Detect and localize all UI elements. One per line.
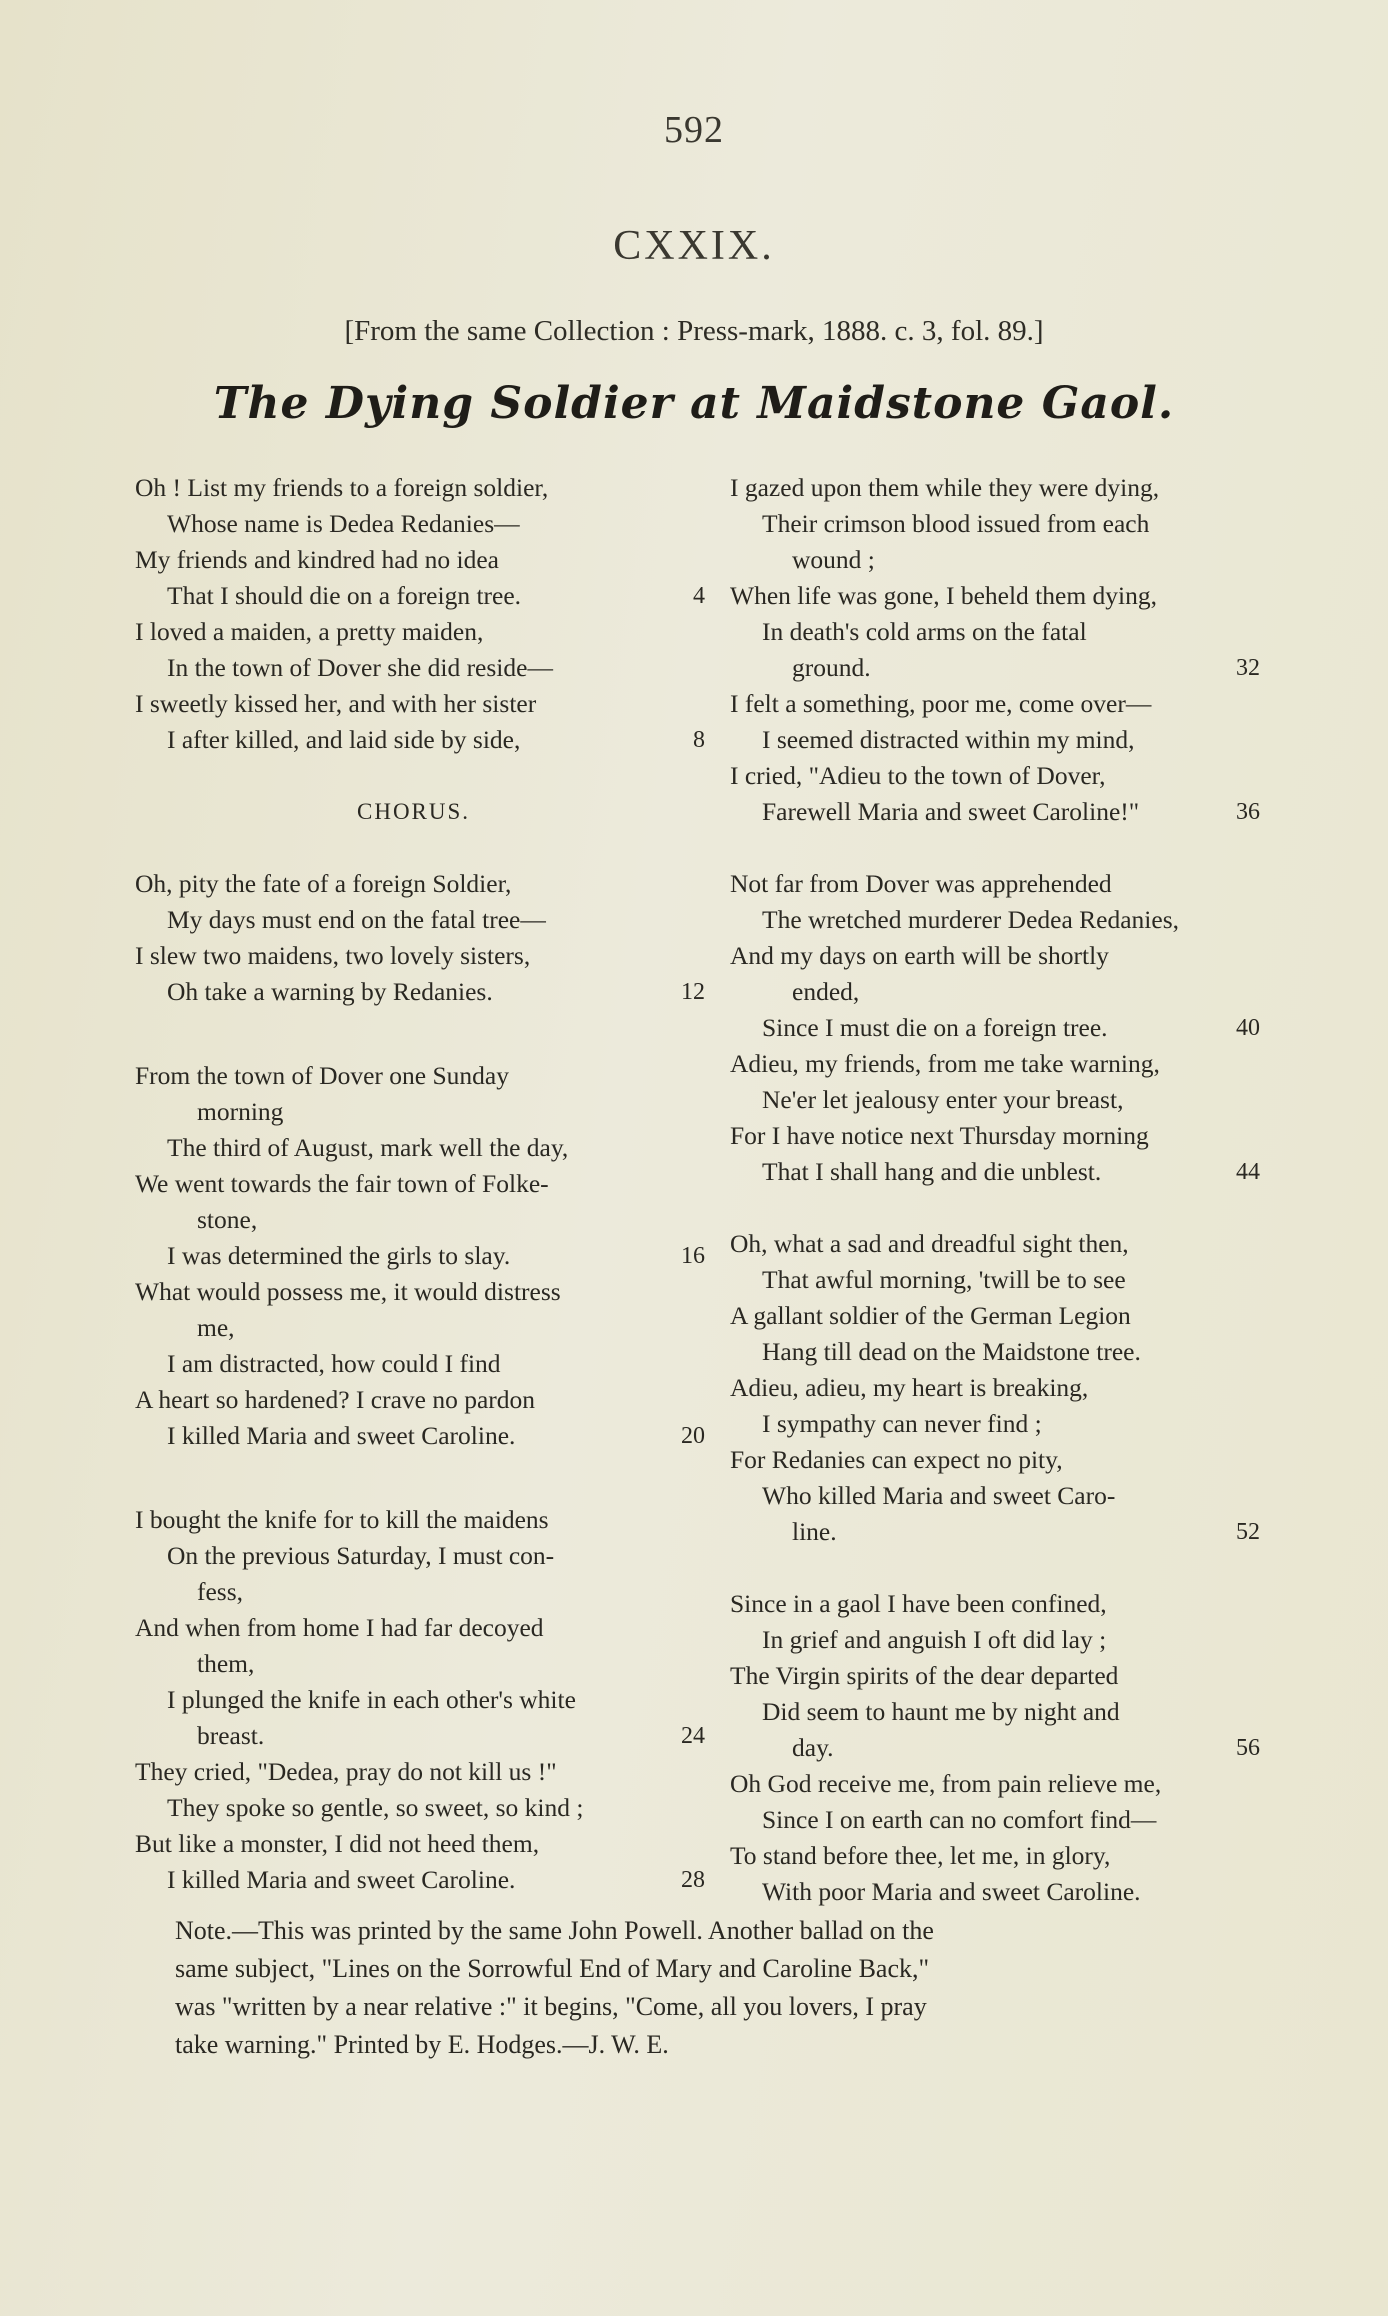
note-line: was "written by a near relative :" it begins, "Come, all you lovers, I pray <box>175 1992 927 2021</box>
poem-line <box>135 1646 705 1682</box>
poem-line <box>135 1202 705 1238</box>
poem-line <box>135 1310 705 1346</box>
poem-line <box>135 470 705 506</box>
poem-line <box>135 578 705 614</box>
line-number: 16 <box>681 1243 705 1269</box>
poem-line-text: Not far from Dover was apprehended <box>730 869 1112 898</box>
poem-line-text: My friends and kindred had no idea <box>135 545 499 574</box>
poem-line-text: They cried, "Dedea, pray do not kill us !" <box>135 1757 557 1786</box>
poem-line <box>135 866 705 902</box>
poem-line-text: And when from home I had far decoyed <box>135 1613 544 1642</box>
poem-line-text: In death's cold arms on the fatal <box>762 617 1087 646</box>
poem-line-text: I gazed upon them while they were dying, <box>730 473 1160 502</box>
poem-line <box>730 1622 1260 1658</box>
poem-line <box>135 1610 705 1646</box>
line-number: 12 <box>681 979 705 1005</box>
poem-line <box>730 506 1260 542</box>
poem-line-text: Farewell Maria and sweet Caroline!" <box>762 797 1140 826</box>
poem-line <box>730 1010 1260 1046</box>
left-column <box>135 470 705 1898</box>
poem-line <box>135 1826 705 1862</box>
poem-line <box>135 722 705 758</box>
poem-line <box>135 1502 705 1538</box>
poem-line <box>730 1154 1260 1190</box>
poem-line <box>730 1730 1260 1766</box>
poem-line-text: Oh ! List my friends to a foreign soldier, <box>135 473 549 502</box>
poem-line <box>730 470 1260 506</box>
poem-line <box>730 578 1260 614</box>
poem-line-text: We went towards the fair town of Folke- <box>135 1169 549 1198</box>
poem-line-text: And my days on earth will be shortly <box>730 941 1109 970</box>
poem-line <box>730 1334 1260 1370</box>
poem-line-text: I slew two maidens, two lovely sisters, <box>135 941 531 970</box>
poem-line-text: A gallant soldier of the German Legion <box>730 1301 1131 1330</box>
line-number: 4 <box>693 583 705 609</box>
line-number: 36 <box>1236 799 1260 825</box>
poem-line <box>135 1682 705 1718</box>
poem-line <box>730 1298 1260 1334</box>
poem-line-text: Oh, what a sad and dreadful sight then, <box>730 1229 1129 1258</box>
poem-line-text: Since I must die on a foreign tree. <box>762 1013 1108 1042</box>
poem-line <box>730 1118 1260 1154</box>
poem-line-text: Oh take a warning by Redanies. <box>167 977 493 1006</box>
poem-line-text: I seemed distracted within my mind, <box>762 725 1135 754</box>
poem-line <box>730 1226 1260 1262</box>
poem-line <box>730 1838 1260 1874</box>
poem-line-text: That I should die on a foreign tree. <box>167 581 522 610</box>
page-number: 592 <box>664 109 724 151</box>
poem-line-text: With poor Maria and sweet Caroline. <box>762 1877 1141 1906</box>
poem-line-text: My days must end on the fatal tree— <box>167 905 546 934</box>
poem-line <box>135 1418 705 1454</box>
poem-line-text: breast. <box>197 1721 265 1750</box>
line-number: 28 <box>681 1867 705 1893</box>
poem-line <box>730 1478 1260 1514</box>
poem-line-text: Hang till dead on the Maidstone tree. <box>762 1337 1141 1366</box>
poem-line-text: That I shall hang and die unblest. <box>762 1157 1102 1186</box>
poem-line <box>730 1514 1260 1550</box>
poem-line-text: I after killed, and laid side by side, <box>167 725 521 754</box>
poem-line <box>135 1862 705 1898</box>
source-citation: [From the same Collection : Press-mark, 1888. c. 3, fol. 89.] <box>344 315 1044 347</box>
chorus-heading <box>135 794 705 830</box>
poem-line <box>730 1766 1260 1802</box>
chapter-number: CXXIX. <box>613 223 775 269</box>
line-number: 40 <box>1236 1015 1260 1041</box>
poem-line-text: Whose name is Dedea Redanies— <box>167 509 520 538</box>
poem-line <box>730 1874 1260 1910</box>
poem-line-text: fess, <box>197 1577 244 1606</box>
poem-line <box>730 938 1260 974</box>
poem-line-text: Since I on earth can no comfort find— <box>762 1805 1157 1834</box>
poem-line-text: For Redanies can expect no pity, <box>730 1445 1063 1474</box>
poem-line <box>135 1718 705 1754</box>
poem-line <box>135 1238 705 1274</box>
ballad-title: The Dying Soldier at Maidstone Gaol. <box>213 378 1175 429</box>
right-column <box>730 470 1260 1910</box>
poem-line-text: me, <box>197 1313 235 1342</box>
poem-line-text: I bought the knife for to kill the maidens <box>135 1505 549 1534</box>
poem-line-text: I am distracted, how could I find <box>167 1349 501 1378</box>
poem-line <box>135 1166 705 1202</box>
poem-line-text: When life was gone, I beheld them dying, <box>730 581 1158 610</box>
poem-line-text: Their crimson blood issued from each <box>762 509 1150 538</box>
line-number: 52 <box>1236 1519 1260 1545</box>
poem-line-text: To stand before thee, let me, in glory, <box>730 1841 1111 1870</box>
editorial-note <box>175 1912 1257 2064</box>
poem-line-text: I sympathy can never find ; <box>762 1409 1042 1438</box>
poem-line-text: line. <box>792 1517 837 1546</box>
poem-line-text: What would possess me, it would distress <box>135 1277 561 1306</box>
poem-line-text: In grief and anguish I oft did lay ; <box>762 1625 1107 1654</box>
poem-line <box>135 1538 705 1574</box>
poem-line-text: day. <box>792 1733 834 1762</box>
poem-line-text: I was determined the girls to slay. <box>167 1241 511 1270</box>
poem-line <box>135 1754 705 1790</box>
poem-line <box>135 902 705 938</box>
poem-line-text: morning <box>197 1097 284 1126</box>
note-line: take warning." Printed by E. Hodges.—J. W. E. <box>175 2030 669 2059</box>
poem-line <box>730 1046 1260 1082</box>
poem-line-text: I sweetly kissed her, and with her sister <box>135 689 537 718</box>
poem-line-text: I plunged the knife in each other's white <box>167 1685 576 1714</box>
poem-line-text: The third of August, mark well the day, <box>167 1133 569 1162</box>
poem-line <box>730 1586 1260 1622</box>
poem-line-text: CHORUS. <box>357 799 471 824</box>
poem-line-text: For I have notice next Thursday morning <box>730 1121 1149 1150</box>
poem-line-text: From the town of Dover one Sunday <box>135 1061 509 1090</box>
poem-line-text: The Virgin spirits of the dear departed <box>730 1661 1119 1690</box>
poem-line <box>730 722 1260 758</box>
poem-line <box>135 1130 705 1166</box>
poem-line <box>730 542 1260 578</box>
poem-line <box>135 1094 705 1130</box>
poem-line <box>730 614 1260 650</box>
poem-line <box>730 1406 1260 1442</box>
poem-line <box>135 1346 705 1382</box>
poem-line <box>730 1658 1260 1694</box>
poem-line <box>135 1274 705 1310</box>
poem-line <box>730 794 1260 830</box>
poem-line <box>730 1262 1260 1298</box>
poem-line-text: The wretched murderer Dedea Redanies, <box>762 905 1180 934</box>
poem-line-text: I cried, "Adieu to the town of Dover, <box>730 761 1106 790</box>
poem-line-text: wound ; <box>792 545 875 574</box>
note-line: same subject, "Lines on the Sorrowful End of Mary and Caroline Back," <box>175 1954 930 1983</box>
poem-line <box>730 974 1260 1010</box>
line-number: 56 <box>1236 1735 1260 1761</box>
poem-line-text: Since in a gaol I have been confined, <box>730 1589 1107 1618</box>
line-number: 32 <box>1236 655 1260 681</box>
poem-line <box>135 1058 705 1094</box>
poem-line-text: I killed Maria and sweet Caroline. <box>167 1865 516 1894</box>
poem-line <box>135 650 705 686</box>
poem-line <box>730 1442 1260 1478</box>
poem-line-text: But like a monster, I did not heed them, <box>135 1829 540 1858</box>
poem-line-text: On the previous Saturday, I must con- <box>167 1541 555 1570</box>
poem-line <box>135 1790 705 1826</box>
poem-line-text: Ne'er let jealousy enter your breast, <box>762 1085 1124 1114</box>
poem-line-text: I loved a maiden, a pretty maiden, <box>135 617 484 646</box>
poem-line-text: I felt a something, poor me, come over— <box>730 689 1152 718</box>
poem-line-text: I killed Maria and sweet Caroline. <box>167 1421 516 1450</box>
line-number: 24 <box>681 1723 705 1749</box>
line-number: 8 <box>693 727 705 753</box>
poem-line <box>135 542 705 578</box>
poem-line-text: Oh God receive me, from pain relieve me, <box>730 1769 1162 1798</box>
poem-line <box>730 686 1260 722</box>
poem-line-text: A heart so hardened? I crave no pardon <box>135 1385 536 1414</box>
poem-line-text: In the town of Dover she did reside— <box>167 653 553 682</box>
poem-line <box>730 650 1260 686</box>
poem-line <box>135 614 705 650</box>
poem-line <box>135 974 705 1010</box>
poem-line <box>730 866 1260 902</box>
poem-line <box>730 758 1260 794</box>
poem-line-text: stone, <box>197 1205 258 1234</box>
line-number: 20 <box>681 1423 705 1449</box>
poem-line-text: That awful morning, 'twill be to see <box>762 1265 1126 1294</box>
poem-line-text: Did seem to haunt me by night and <box>762 1697 1120 1726</box>
poem-line-text: Adieu, adieu, my heart is breaking, <box>730 1373 1089 1402</box>
poem-line <box>135 938 705 974</box>
poem-line <box>135 1382 705 1418</box>
poem-line-text: Oh, pity the fate of a foreign Soldier, <box>135 869 512 898</box>
poem-line <box>135 686 705 722</box>
poem-line <box>730 1082 1260 1118</box>
poem-line <box>730 1802 1260 1838</box>
poem-line-text: them, <box>197 1649 255 1678</box>
poem-line-text: ended, <box>792 977 860 1006</box>
poem-line <box>730 1694 1260 1730</box>
poem-line-text: ground. <box>792 653 871 682</box>
poem-line-text: Who killed Maria and sweet Caro- <box>762 1481 1116 1510</box>
note-line: Note.—This was printed by the same John Powell. Another ballad on the <box>175 1916 934 1945</box>
poem-line <box>730 1370 1260 1406</box>
poem-line <box>730 902 1260 938</box>
poem-line-text: They spoke so gentle, so sweet, so kind ; <box>167 1793 584 1822</box>
line-number: 44 <box>1236 1159 1260 1185</box>
poem-line <box>135 506 705 542</box>
poem-line-text: Adieu, my friends, from me take warning, <box>730 1049 1160 1078</box>
poem-line <box>135 1574 705 1610</box>
